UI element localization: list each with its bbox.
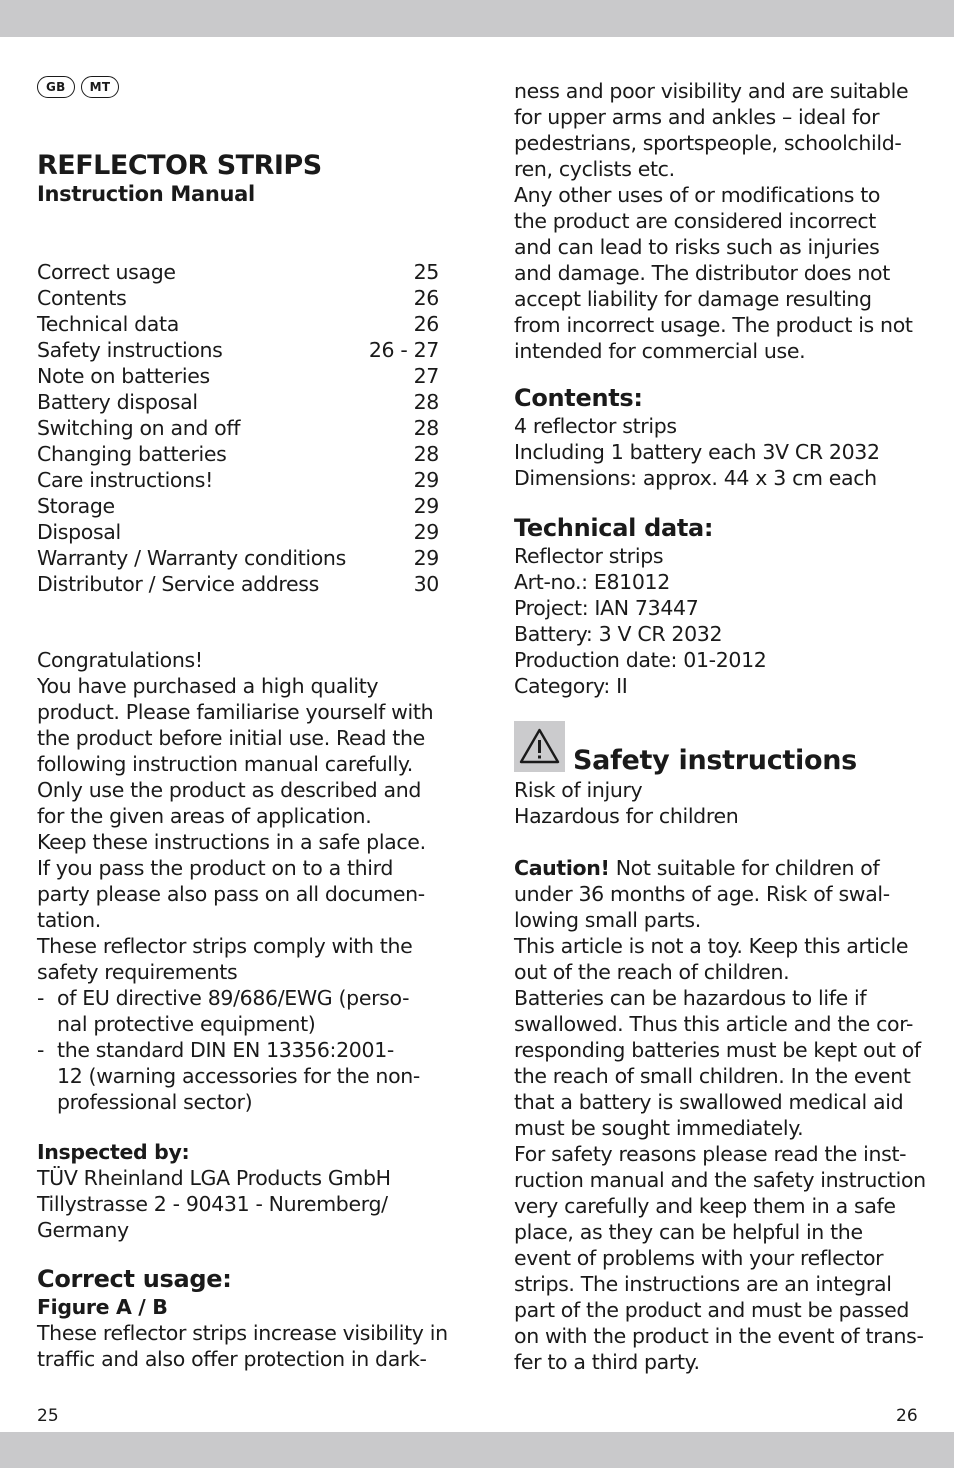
intro-line: following instruction manual carefully. <box>37 752 413 776</box>
requirement-item <box>37 985 439 1037</box>
blank-line <box>514 829 924 855</box>
caution-text: Not suitable for children of <box>609 856 880 880</box>
toc-page: 26 <box>413 286 439 310</box>
intro-line: You have purchased a high quality <box>37 674 379 698</box>
document-subtitle: Instruction Manual <box>37 182 255 206</box>
toc-page: 27 <box>413 364 439 388</box>
toc-row <box>37 389 439 415</box>
correct-usage-line: and damage. The distributor does not <box>514 261 890 285</box>
intro-line: If you pass the product on to a third <box>37 856 394 880</box>
intro-line: party please also pass on all documen- <box>37 882 425 906</box>
toc-row <box>37 571 439 597</box>
requirement-item <box>37 1037 439 1115</box>
language-badges <box>37 76 119 98</box>
caution-line <box>514 855 924 881</box>
toc-label: Storage <box>37 494 115 518</box>
technical-data-section <box>514 513 924 699</box>
list-dash: - <box>37 1038 45 1062</box>
correct-usage-line: Any other uses of or modifications to <box>514 183 881 207</box>
toc-label: Note on batteries <box>37 364 210 388</box>
page-number-left: 25 <box>37 1406 59 1426</box>
technical-line: Art-no.: E81012 <box>514 570 670 594</box>
contents-section <box>514 383 924 491</box>
safety-section <box>514 777 924 1375</box>
risk-line: Hazardous for children <box>514 804 739 828</box>
correct-usage-continued <box>514 78 924 364</box>
toc-label: Technical data <box>37 312 179 336</box>
intro-line: safety requirements <box>37 960 238 984</box>
contents-heading: Contents: <box>514 384 643 412</box>
correct-usage-line: accept liability for damage resulting <box>514 287 872 311</box>
requirement-line: nal protective equipment) <box>57 1012 316 1036</box>
correct-usage-line: ren, cyclists etc. <box>514 157 675 181</box>
toc-label: Disposal <box>37 520 121 544</box>
requirement-line: 12 (warning accessories for the non- <box>57 1064 420 1088</box>
toc-row <box>37 545 439 571</box>
toc-label: Distributor / Service address <box>37 572 319 596</box>
safety-line: very carefully and keep them in a safe <box>514 1194 896 1218</box>
safety-line: strips. The instructions are an integral <box>514 1272 892 1296</box>
toc-page: 26 <box>413 312 439 336</box>
inspected-line: Germany <box>37 1218 129 1242</box>
risk-line: Risk of injury <box>514 778 643 802</box>
correct-usage-line: the product are considered incorrect <box>514 209 876 233</box>
contents-line: Dimensions: approx. 44 x 3 cm each <box>514 466 877 490</box>
safety-line: under 36 months of age. Risk of swal- <box>514 882 890 906</box>
toc-page: 30 <box>413 572 439 596</box>
inspected-by-section <box>37 1139 439 1243</box>
technical-line: Category: II <box>514 674 628 698</box>
warning-triangle-icon <box>514 721 565 772</box>
requirement-line: the standard DIN EN 13356:2001- <box>57 1038 394 1062</box>
toc-row <box>37 441 439 467</box>
document-title: REFLECTOR STRIPS <box>37 150 322 181</box>
safety-line: responding batteries must be kept out of <box>514 1038 921 1062</box>
toc-page: 25 <box>413 260 439 284</box>
toc-page: 28 <box>413 390 439 414</box>
badge-mt: MT <box>81 76 120 98</box>
inspected-line: TÜV Rheinland LGA Products GmbH <box>37 1166 391 1190</box>
safety-line: on with the product in the event of trans- <box>514 1324 924 1348</box>
correct-usage-line: intended for commercial use. <box>514 339 806 363</box>
safety-line: event of problems with your reflector <box>514 1246 884 1270</box>
intro-line: tation. <box>37 908 101 932</box>
toc-row <box>37 415 439 441</box>
inspected-heading: Inspected by: <box>37 1140 190 1164</box>
toc-page: 28 <box>413 416 439 440</box>
toc-row <box>37 285 439 311</box>
correct-usage-line: for upper arms and ankles – ideal for <box>514 105 880 129</box>
intro-line: for the given areas of application. <box>37 804 372 828</box>
top-band <box>0 0 954 37</box>
toc-page: 28 <box>413 442 439 466</box>
safety-line: swallowed. Thus this article and the cor- <box>514 1012 914 1036</box>
toc-label: Warranty / Warranty conditions <box>37 546 346 570</box>
safety-line: Batteries can be hazardous to life if <box>514 986 867 1010</box>
requirements-list <box>37 985 439 1115</box>
requirement-line: professional sector) <box>57 1090 253 1114</box>
safety-line: fer to a third party. <box>514 1350 700 1374</box>
toc-label: Contents <box>37 286 127 310</box>
safety-line: For safety reasons please read the inst- <box>514 1142 907 1166</box>
warning-box <box>514 721 565 772</box>
safety-line: place, as they can be helpful in the <box>514 1220 863 1244</box>
toc-label: Correct usage <box>37 260 176 284</box>
toc-page: 29 <box>413 468 439 492</box>
toc-label: Switching on and off <box>37 416 241 440</box>
toc-row <box>37 467 439 493</box>
safety-line: This article is not a toy. Keep this article <box>514 934 909 958</box>
toc-page: 29 <box>413 546 439 570</box>
technical-data-heading: Technical data: <box>514 514 714 542</box>
correct-usage-line: and can lead to risks such as injuries <box>514 235 880 259</box>
toc-row <box>37 311 439 337</box>
safety-line: out of the reach of children. <box>514 960 790 984</box>
intro-line: Congratulations! <box>37 648 203 672</box>
requirement-line: of EU directive 89/686/EWG (perso- <box>57 986 410 1010</box>
toc-page: 26 - 27 <box>368 338 439 362</box>
toc-label: Care instructions! <box>37 468 213 492</box>
correct-usage-heading: Correct usage: <box>37 1265 232 1293</box>
safety-line: that a battery is swallowed medical aid <box>514 1090 904 1114</box>
contents-line: Including 1 battery each 3V CR 2032 <box>514 440 880 464</box>
technical-line: Reflector strips <box>514 544 664 568</box>
badge-gb: GB <box>37 76 75 98</box>
toc-label: Changing batteries <box>37 442 227 466</box>
correct-usage-line: traffic and also offer protection in dark- <box>37 1347 427 1371</box>
toc-page: 29 <box>413 520 439 544</box>
toc-row <box>37 259 439 285</box>
correct-usage-section <box>37 1264 448 1372</box>
table-of-contents <box>37 259 439 597</box>
toc-row <box>37 493 439 519</box>
toc-page: 29 <box>413 494 439 518</box>
correct-usage-line: These reflector strips increase visibility in <box>37 1321 448 1345</box>
technical-line: Production date: 01-2012 <box>514 648 767 672</box>
safety-line: ruction manual and the safety instruction <box>514 1168 926 1192</box>
intro-line: Only use the product as described and <box>37 778 422 802</box>
inspected-line: Tillystrasse 2 - 90431 - Nuremberg/ <box>37 1192 388 1216</box>
correct-usage-line: ness and poor visibility and are suitable <box>514 79 909 103</box>
contents-line: 4 reflector strips <box>514 414 677 438</box>
intro-text <box>37 647 439 985</box>
caution-label: Caution! <box>514 856 610 880</box>
figure-reference: Figure A / B <box>37 1295 168 1319</box>
intro-line: the product before initial use. Read the <box>37 726 425 750</box>
correct-usage-line: pedestrians, sportspeople, schoolchild- <box>514 131 902 155</box>
page-number-right: 26 <box>896 1406 918 1426</box>
safety-line: part of the product and must be passed <box>514 1298 910 1322</box>
toc-row <box>37 337 439 363</box>
technical-line: Project: IAN 73447 <box>514 596 699 620</box>
intro-line: product. Please familiarise yourself with <box>37 700 434 724</box>
technical-line: Battery: 3 V CR 2032 <box>514 622 723 646</box>
correct-usage-line: from incorrect usage. The product is not <box>514 313 913 337</box>
toc-row <box>37 519 439 545</box>
safety-line: lowing small parts. <box>514 908 701 932</box>
toc-label: Safety instructions <box>37 338 223 362</box>
safety-line: must be sought immediately. <box>514 1116 804 1140</box>
safety-heading: Safety instructions <box>573 745 857 776</box>
safety-line: the reach of small children. In the event <box>514 1064 911 1088</box>
intro-line: Keep these instructions in a safe place. <box>37 830 426 854</box>
toc-label: Battery disposal <box>37 390 198 414</box>
intro-line: These reflector strips comply with the <box>37 934 413 958</box>
toc-row <box>37 363 439 389</box>
list-dash: - <box>37 986 45 1010</box>
bottom-band <box>0 1432 954 1468</box>
